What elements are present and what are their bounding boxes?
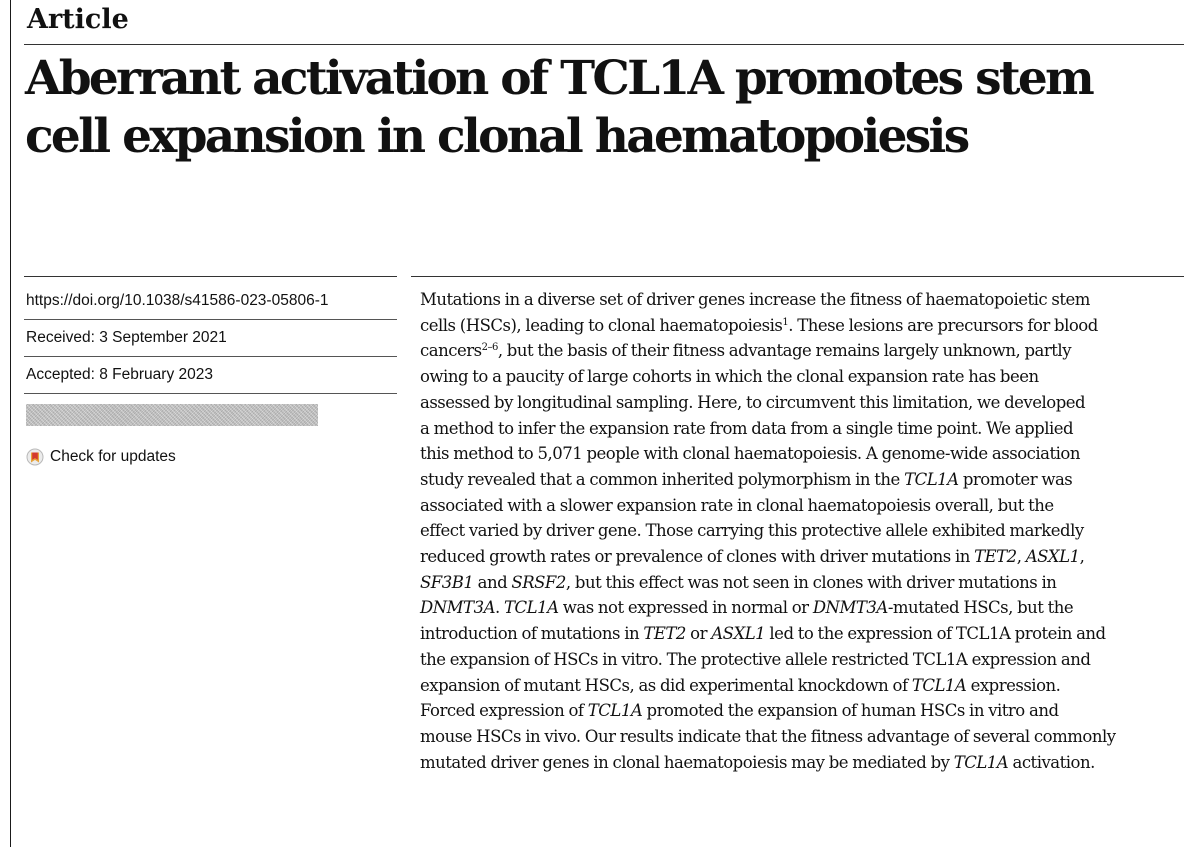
abstract-line: study revealed that a common inherited polymorphism in the TCL1A promoter was xyxy=(420,469,1073,489)
section-label: Article xyxy=(27,4,129,35)
check-for-updates-button[interactable] xyxy=(24,448,397,466)
redacted-field xyxy=(24,394,397,446)
abstract-line: Forced expression of TCL1A promoted the expansion of human HSCs in vitro and xyxy=(420,701,1059,721)
meta-top-rule xyxy=(24,276,397,277)
abstract-line: cells (HSCs), leading to clonal haematopoiesis$^1$. These lesions are precursors for blood xyxy=(420,315,1098,335)
article-title xyxy=(25,50,1200,166)
received-date: Received: 3 September 2021 xyxy=(24,320,397,357)
gene-name: TET2 xyxy=(974,547,1017,567)
abstract-line: reduced growth rates or prevalence of clones with driver mutations in TET2, ASXL1, xyxy=(420,547,1085,567)
left-margin-rule xyxy=(10,0,11,847)
abstract-line: mouse HSCs in vivo. Our results indicate that the fitness advantage of several commonly xyxy=(420,726,1116,746)
redaction-block xyxy=(26,404,318,426)
citation-ref[interactable]: 2–6 xyxy=(481,342,498,354)
abstract-line: a method to infer the expansion rate from data from a single time point. We applied xyxy=(420,418,1074,438)
citation-ref[interactable]: 1 xyxy=(782,316,789,328)
abstract-line: the expansion of HSCs in vitro. The protective allele restricted TCL1A expression and xyxy=(420,649,1091,669)
abstract-line: this method to 5,071 people with clonal haematopoiesis. A genome-wide association xyxy=(420,444,1080,464)
gene-name: TCL1A xyxy=(503,598,559,618)
abstract-top-rule xyxy=(411,276,1184,277)
gene-name: DNMT3A xyxy=(812,598,888,618)
abstract-line: Mutations in a diverse set of driver genes increase the fitness of haematopoietic stem xyxy=(420,290,1090,309)
abstract-line: SF3B1 and SRSF2, but this effect was not seen in clones with driver mutations in xyxy=(420,572,1057,592)
abstract-line: mutated driver genes in clonal haematopoiesis may be mediated by TCL1A activation. xyxy=(420,752,1095,772)
gene-name: DNMT3A xyxy=(420,598,495,618)
gene-name: TCL1A xyxy=(904,469,959,489)
abstract-line: expansion of mutant HSCs, as did experimental knockdown of TCL1A expression. xyxy=(420,675,1061,695)
title-line-1: Aberrant activation of TCL1A promotes stem xyxy=(25,51,1093,106)
accepted-date: Accepted: 8 February 2023 xyxy=(24,357,397,394)
abstract-line: DNMT3A. TCL1A was not expressed in normal or DNMT3A-mutated HSCs, but the xyxy=(420,598,1074,618)
abstract-line: introduction of mutations in TET2 or ASXL1 led to the expression of TCL1A protein and xyxy=(420,624,1106,644)
abstract-line: cancers$^{2-6}$, but the basis of their fitness advantage remains largely unknown, partly xyxy=(420,341,1072,361)
gene-name: TCL1A xyxy=(587,701,643,721)
gene-name: TET2 xyxy=(643,624,686,644)
check-for-updates-label: Check for updates xyxy=(50,448,176,465)
gene-name: TCL1A xyxy=(953,752,1009,772)
check-for-updates-icon xyxy=(26,448,44,466)
abstract-line: owing to a paucity of large cohorts in which the clonal expansion rate has been xyxy=(420,367,1039,387)
abstract xyxy=(420,287,1190,775)
abstract-line: effect varied by driver gene. Those carrying this protective allele exhibited markedly xyxy=(420,521,1084,541)
doi-link[interactable]: https://doi.org/10.1038/s41586-023-05806-1 xyxy=(24,285,397,320)
gene-name: ASXL1 xyxy=(1025,547,1080,567)
abstract-line: associated with a slower expansion rate in clonal haematopoiesis overall, but the xyxy=(420,495,1054,515)
gene-name: ASXL1 xyxy=(711,624,766,644)
title-line-2: cell expansion in clonal haematopoiesis xyxy=(25,109,968,164)
gene-name: SRSF2 xyxy=(511,572,566,592)
gene-name: SF3B1 xyxy=(420,572,474,592)
abstract-line: assessed by longitudinal sampling. Here, to circumvent this limitation, we developed xyxy=(420,392,1086,412)
gene-name: TCL1A xyxy=(911,675,967,695)
header-rule xyxy=(24,44,1184,45)
article-metadata xyxy=(24,285,397,466)
